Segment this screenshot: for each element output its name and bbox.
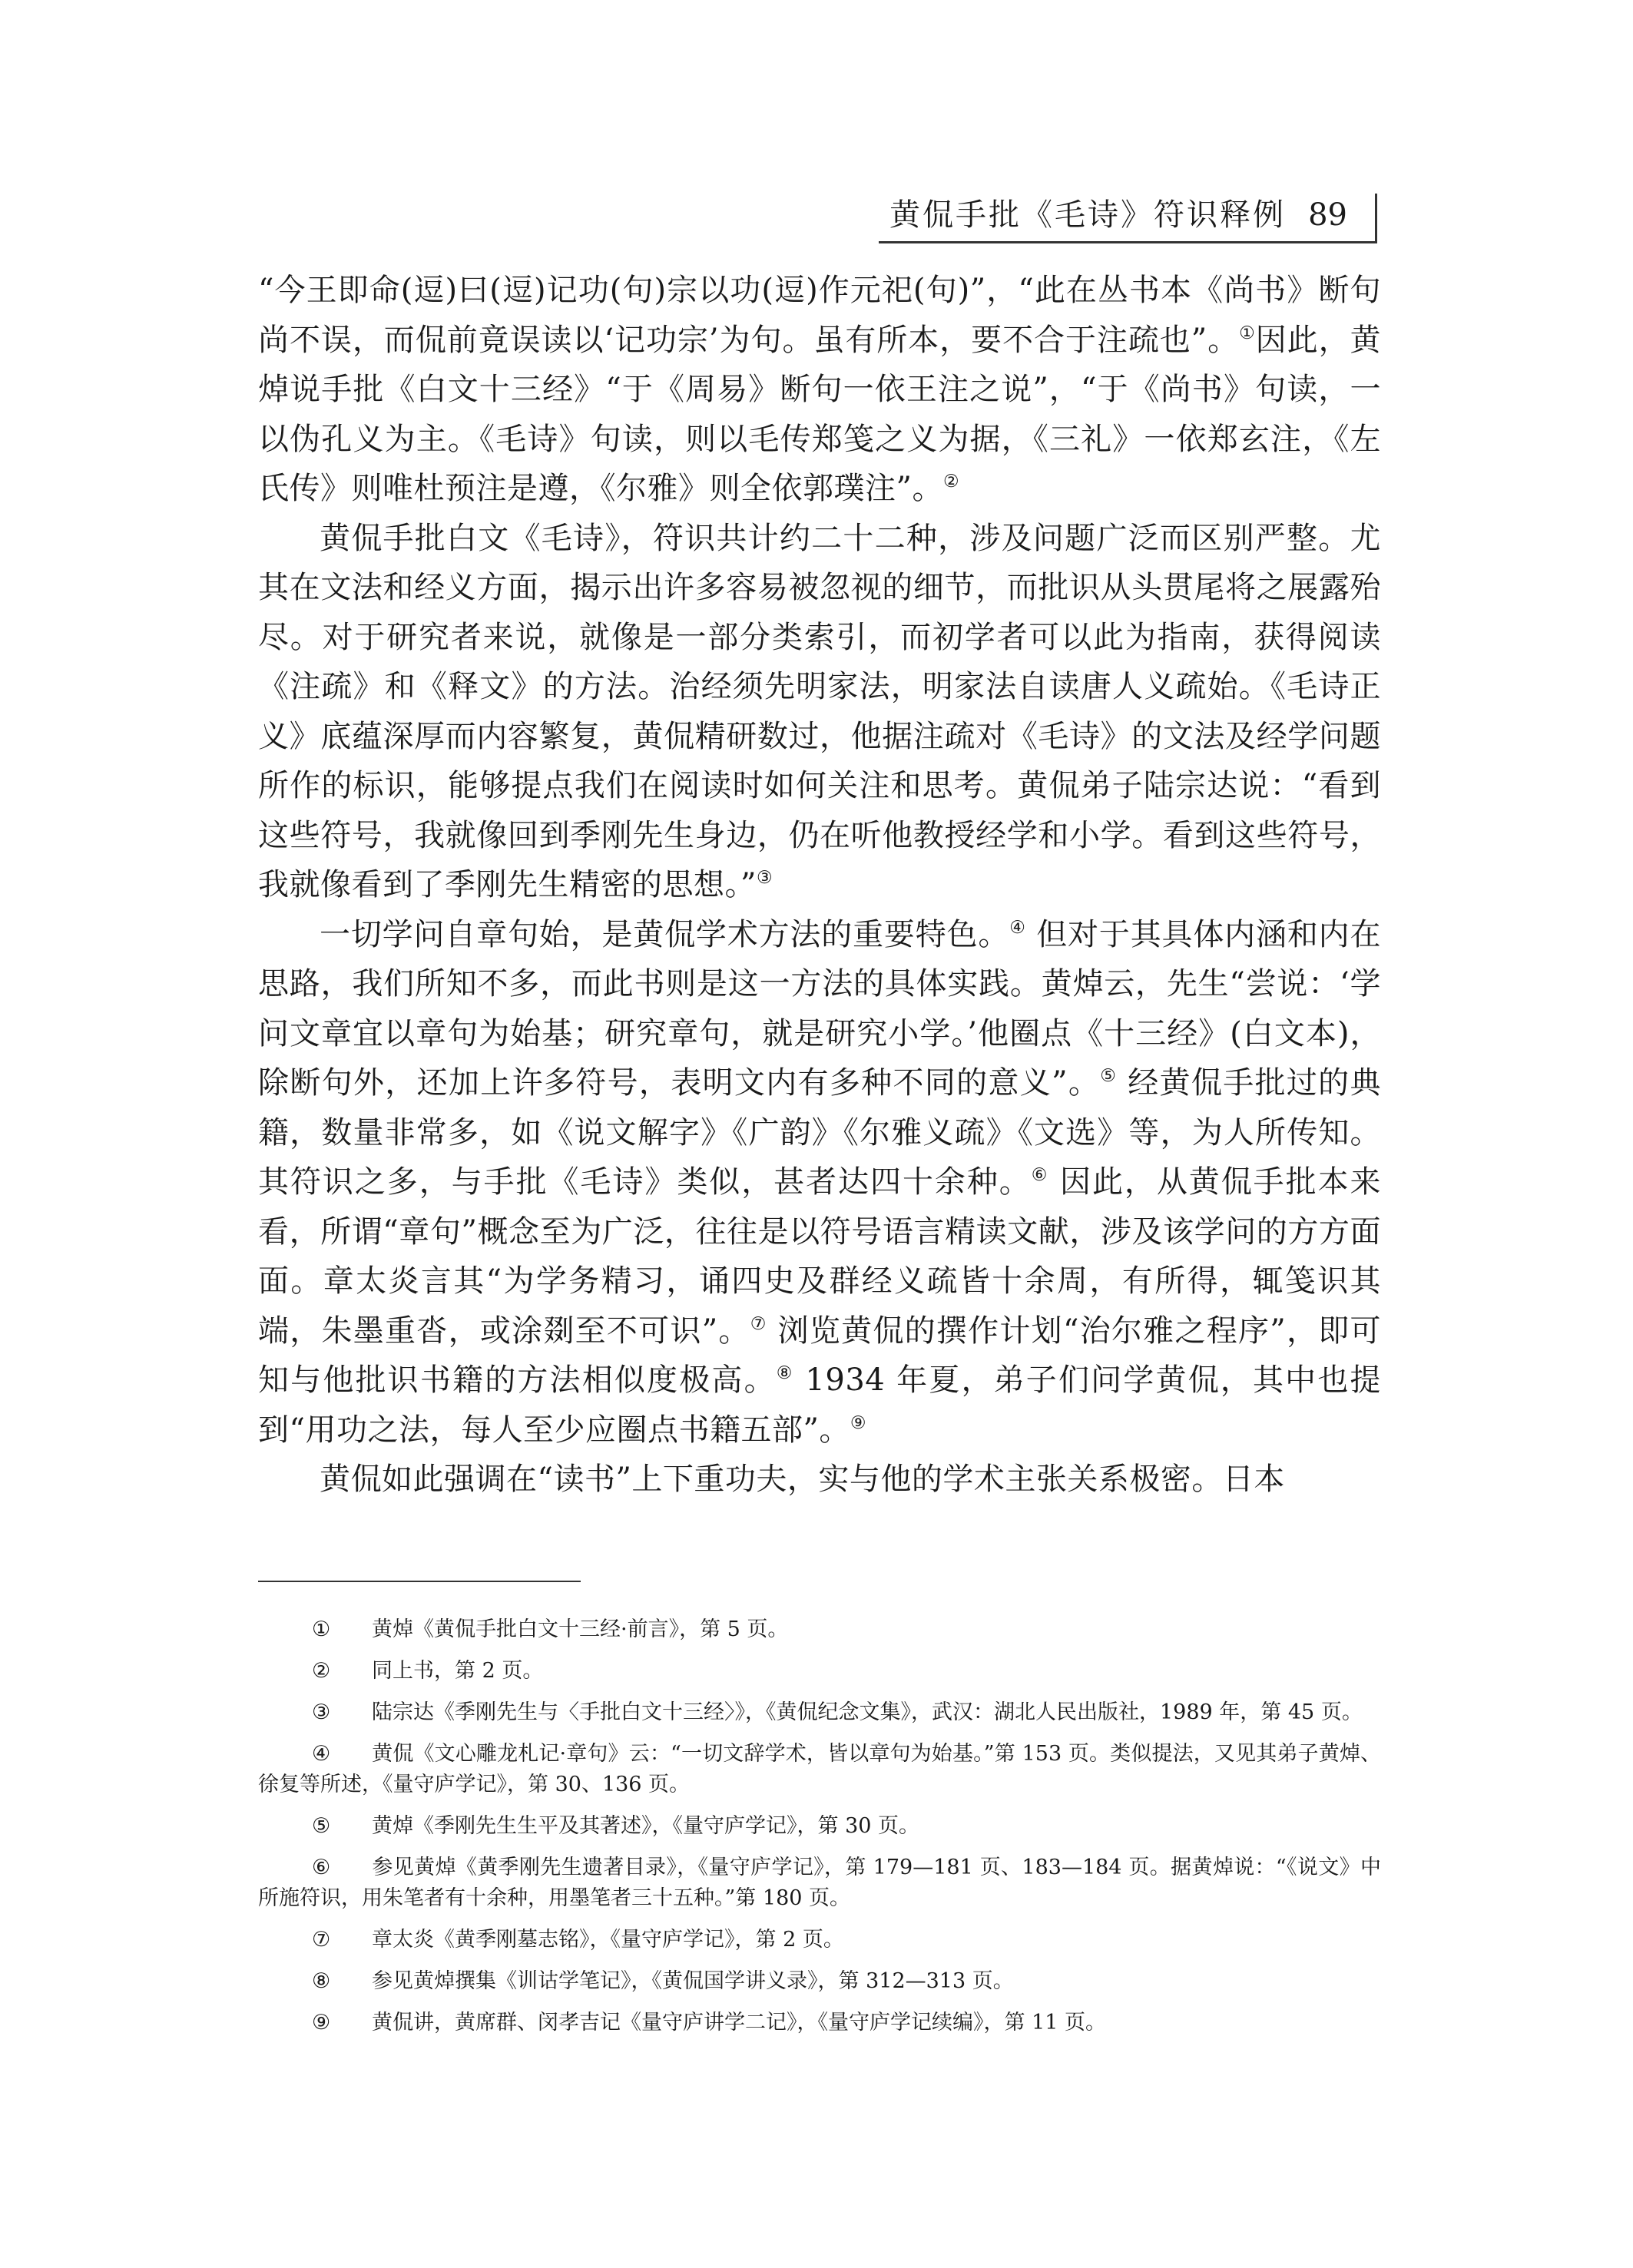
footnote-ref-6: ⑥ <box>1031 1165 1049 1185</box>
paragraph-1 <box>258 266 1381 514</box>
paragraph-2-text: 黄侃手批白文《毛诗》，符识共计约二十二种，涉及问题广泛而区别严整。尤其在文法和经义方面，揭示出许多容易被忽视的细节，而批识从头贯尾将之展露殆尽。对于研究者来说，就像是一部分类索引，而初学者可以此为指南，获得阅读《注疏》和《释文》的方法。治经须先明家法，明家法自读唐人义疏始。《毛诗正义》底蕴深厚而内容繁复，黄侃精研数过，他据注疏对《毛诗》的文法及经学问题所作的标识，能够提点我们在阅读时如何关注和思考。黄侃弟子陆宗达说：“看到这些符号，我就像回到季刚先生身边，仍在听他教授经学和小学。看到这些符号，我就像看到了季刚先生精密的思想。” <box>258 520 1381 902</box>
footnote-mark: ⑤ <box>312 1814 331 1838</box>
running-header <box>879 194 1377 243</box>
footnote-ref-8: ⑧ <box>776 1363 794 1383</box>
footnote <box>258 2008 1381 2038</box>
footnote-text: 黄侃讲，黄席群、闵孝吉记《量守庐讲学二记》，《量守庐学记续编》，第 11 页。 <box>372 2011 1107 2035</box>
paragraph-3-text-d: 因此，从黄侃手批本来看，所谓“章句”概念至为广泛，往往是以符号语言精读文献，涉及该学问的方方面面。章太炎言其“为学务精习，诵四史及群经义疏皆十余周，有所得，辄笺识其端，朱墨重沓，或涂剟至不可识”。 <box>258 1164 1382 1349</box>
footnote-ref-4: ④ <box>1009 917 1026 938</box>
footnote <box>258 1656 1381 1687</box>
footnote-mark: ⑥ <box>312 1856 331 1879</box>
paragraph-3-text-b: 但对于其具体内涵和内在思路，我们所知不多，而此书则是这一方法的具体实践。黄焯云，先生“尝说：‘学问文章宜以章句为始基；研究章句，就是研究小学。’他圈点《十三经》(白文本)，除断句外，还加上许多符号，表明文内有多种不同的意义”。 <box>258 916 1381 1101</box>
footnote <box>258 1697 1381 1728</box>
footnote-mark: ⑦ <box>312 1928 331 1952</box>
page-number: 89 <box>1308 197 1347 233</box>
paragraph-4-text: 黄侃如此强调在“读书”上下重功夫，实与他的学术主张关系极密。日本 <box>320 1462 1285 1497</box>
footnote-mark: ③ <box>312 1700 331 1724</box>
footnote-ref-1: ① <box>1239 323 1256 343</box>
footnote <box>258 1852 1381 1914</box>
footnote-text: 黄焯《季刚先生生平及其著述》，《量守庐学记》，第 30 页。 <box>372 1814 920 1838</box>
footnote-mark: ② <box>312 1659 331 1683</box>
footnote-ref-7: ⑦ <box>750 1313 767 1334</box>
main-text <box>258 266 1381 1505</box>
running-title: 黄侃手批《毛诗》符识释例 <box>889 197 1286 233</box>
paragraph-1-text-a: “今王即命(逗)曰(逗)记功(句)宗以功(逗)作元祀(句)”，“此在丛书本《尚书》断句尚不误，而侃前竟误读以‘记功宗’为句。虽有所本，要不合于注疏也”。 <box>258 273 1381 358</box>
footnote <box>258 1811 1381 1842</box>
footnote-mark: ① <box>312 1617 331 1641</box>
footnote-ref-5: ⑤ <box>1100 1066 1118 1086</box>
footnote-separator <box>258 1581 581 1582</box>
footnote <box>258 1925 1381 1955</box>
footnote-text: 陆宗达《季刚先生与〈手批白文十三经〉》，《黄侃纪念文集》，武汉：湖北人民出版社，1989 年，第 45 页。 <box>372 1700 1363 1724</box>
paragraph-4 <box>258 1455 1381 1505</box>
footnote-text: 黄侃《文心雕龙札记·章句》云：“一切文辞学术，皆以章句为始基。”第 153 页。类似提法，又见其弟子黄焯、徐复等所述，《量守庐学记》，第 30、136 页。 <box>258 1742 1381 1796</box>
footnote-ref-3: ③ <box>756 868 773 888</box>
footnote-text: 章太炎《黄季刚墓志铭》，《量守庐学记》，第 2 页。 <box>372 1928 844 1952</box>
footnote <box>258 1614 1381 1645</box>
footnote-text: 参见黄焯《黄季刚先生遗著目录》，《量守庐学记》，第 179—181 页、183—184 页。据黄焯说：“《说文》中所施符识，用朱笔者有十余种，用墨笔者三十五种。”第 180 页。 <box>258 1856 1381 1910</box>
paragraph-3-text-a: 一切学问自章句始，是黄侃学术方法的重要特色。 <box>320 916 1010 952</box>
footnote <box>258 1739 1381 1800</box>
footnote-text: 同上书，第 2 页。 <box>372 1659 544 1683</box>
paragraph-2 <box>258 514 1381 910</box>
footnote-text: 黄焯《黄侃手批白文十三经·前言》，第 5 页。 <box>372 1617 789 1641</box>
footnote <box>258 1966 1381 1997</box>
footnote-mark: ⑨ <box>312 2011 331 2035</box>
footnote-mark: ④ <box>312 1742 331 1766</box>
footnote-ref-9: ⑨ <box>850 1412 867 1433</box>
paragraph-3-text-f: 1934 年夏，弟子们问学黄侃，其中也提到“用功之法，每人至少应圈点书籍五部”。 <box>258 1362 1381 1448</box>
footnotes <box>258 1614 1381 2049</box>
paragraph-3-text-e: 浏览黄侃的撰作计划“治尔雅之程序”，即可知与他批识书籍的方法相似度极高。 <box>258 1313 1381 1398</box>
footnote-text: 参见黄焯撰集《训诂学笔记》，《黄侃国学讲义录》，第 312—313 页。 <box>372 1969 1014 1993</box>
paragraph-3-text-c: 经黄侃手批过的典籍，数量非常多，如《说文解字》《广韵》《尔雅义疏》《文选》等，为人所传知。其符识之多，与手批《毛诗》类似，甚者达四十余种。 <box>258 1065 1382 1200</box>
paragraph-1-text-b: 因此，黄焯说手批《白文十三经》“于《周易》断句一依王注之说”，“于《尚书》句读，一以伪孔义为主。《毛诗》句读，则以毛传郑笺之义为据，《三礼》一依郑玄注，《左氏传》则唯杜预注是遵，《尔雅》则全依郭璞注”。 <box>258 322 1382 506</box>
paragraph-3 <box>258 910 1381 1455</box>
footnote-mark: ⑧ <box>312 1969 331 1993</box>
footnote-ref-2: ② <box>942 472 960 492</box>
